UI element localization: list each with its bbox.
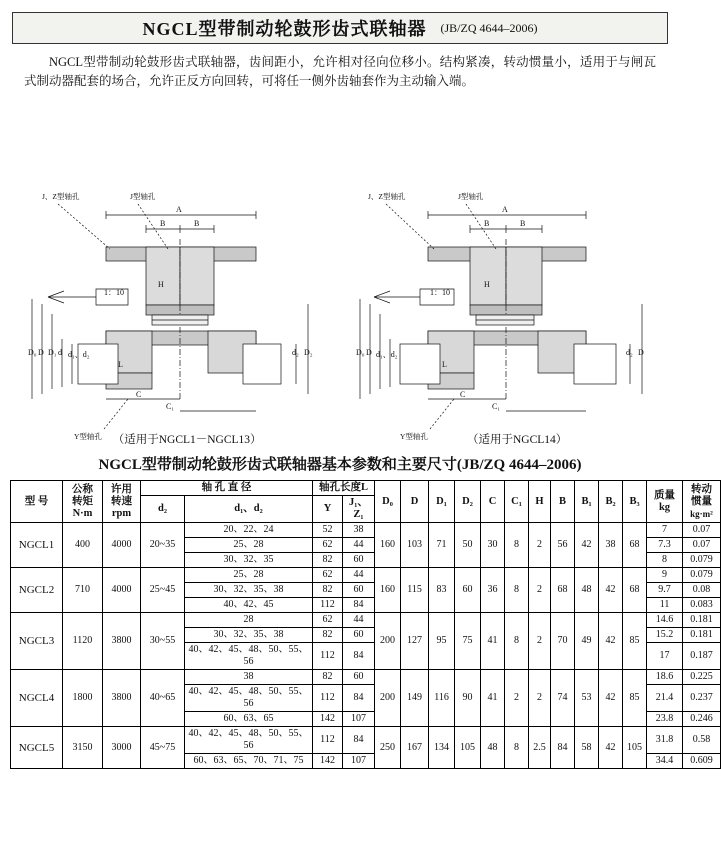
dim-C-left: C: [136, 390, 142, 399]
parameters-tbody: [11, 523, 721, 769]
cell-D2: 50: [455, 523, 481, 568]
th-mass: [647, 481, 683, 523]
dim-d1d2-left: d₁、d₂: [68, 350, 90, 359]
cell-B: 70: [551, 613, 575, 670]
cell-B: 84: [551, 727, 575, 769]
th-C: C: [481, 481, 505, 523]
cell-D1: 95: [429, 613, 455, 670]
cell-len-Y: 82: [313, 583, 343, 598]
cell-D: 103: [401, 523, 429, 568]
label-jz-hole-right: J、Z型轴孔: [368, 192, 406, 201]
cell-dz: 40~65: [141, 670, 185, 727]
cell-dz: 30~55: [141, 613, 185, 670]
th-C1: C₁: [505, 481, 529, 523]
cell-C1: 8: [505, 523, 529, 568]
intro-paragraph: NGCL型带制动轮鼓形齿式联轴器，齿间距小，允许相对径向位移小。结构紧凑，转动惯量小，适用于与闸瓦式制动器配套的场合，允许正反方向回转，可将任一侧外齿轴套作为主动输入端。: [24, 55, 656, 88]
cell-torque: 400: [63, 523, 103, 568]
th-speed: [103, 481, 141, 523]
cell-D1: 134: [429, 727, 455, 769]
caption-right: （适用于NGCL14）: [466, 434, 568, 446]
dim-dz-left: d₂: [292, 348, 299, 357]
cell-mass: 11: [647, 598, 683, 613]
cell-D1: 71: [429, 523, 455, 568]
th-B1: B₁: [575, 481, 599, 523]
cell-mass: 31.8: [647, 727, 683, 754]
th-inertia-l2: 惯量: [691, 495, 713, 507]
th-inertia: [683, 481, 721, 523]
cell-inertia: 0.07: [683, 538, 721, 553]
cell-mass: 9: [647, 568, 683, 583]
table-row: [11, 727, 721, 754]
cell-len-Y: 82: [313, 553, 343, 568]
cell-len-Y: 112: [313, 598, 343, 613]
cell-mass: 17: [647, 643, 683, 670]
dim-D-right: D: [366, 348, 372, 357]
th-D0: D₀: [375, 481, 401, 523]
th-B3: B₃: [623, 481, 647, 523]
cell-B1: 48: [575, 568, 599, 613]
dim-A-right: A: [502, 205, 508, 214]
cell-inertia: 0.246: [683, 712, 721, 727]
cell-torque: 3150: [63, 727, 103, 769]
th-inertia-l3: kg·m²: [690, 508, 713, 519]
cell-B1: 42: [575, 523, 599, 568]
cell-D2: 60: [455, 568, 481, 613]
cell-H: 2: [529, 670, 551, 727]
cell-len-Y: 82: [313, 670, 343, 685]
th-mass-l1: 质量: [654, 489, 676, 501]
dim-B-left-2: B: [194, 219, 200, 228]
th-B: B: [551, 481, 575, 523]
th-inertia-l1: 转动: [691, 483, 713, 495]
cell-len-Y: 52: [313, 523, 343, 538]
th-bore-dz: d₂: [141, 496, 185, 523]
dim-B-right-1: B: [484, 219, 490, 228]
cell-len-JZ: 60: [343, 553, 375, 568]
cell-B1: 53: [575, 670, 599, 727]
cell-model: NGCL2: [11, 568, 63, 613]
dim-C1-left: C₁: [166, 402, 175, 411]
th-D1: D₁: [429, 481, 455, 523]
cell-B: 74: [551, 670, 575, 727]
dim-H-right: H: [484, 280, 490, 289]
dim-L-right: L: [442, 360, 447, 369]
cell-len-Y: 82: [313, 628, 343, 643]
cell-B1: 58: [575, 727, 599, 769]
dim-dz-right: d₂: [626, 348, 633, 357]
cell-B3: 85: [623, 613, 647, 670]
cell-B2: 42: [599, 727, 623, 769]
cell-len-Y: 112: [313, 643, 343, 670]
dim-C1-right: C₁: [492, 402, 501, 411]
table-row: [11, 670, 721, 685]
cell-B: 68: [551, 568, 575, 613]
cell-B2: 42: [599, 613, 623, 670]
th-speed-l3: rpm: [111, 507, 132, 519]
dim-H-left: H: [158, 280, 164, 289]
cell-inertia: 0.187: [683, 643, 721, 670]
cell-len-Y: 112: [313, 685, 343, 712]
cell-inertia: 0.07: [683, 523, 721, 538]
cell-len-JZ: 84: [343, 643, 375, 670]
cell-C1: 8: [505, 613, 529, 670]
cell-mass: 14.6: [647, 613, 683, 628]
dim-B-left-1: B: [160, 219, 166, 228]
label-taper-left: 1：10: [104, 288, 124, 297]
dim-d1d2-right: d₁、d₂: [376, 350, 398, 359]
cell-B2: 38: [599, 523, 623, 568]
cell-torque: 1800: [63, 670, 103, 727]
table-row: [11, 523, 721, 538]
cell-len-JZ: 44: [343, 538, 375, 553]
cell-H: 2: [529, 613, 551, 670]
cell-bore-d: 28: [185, 613, 313, 628]
cell-D0: 200: [375, 670, 401, 727]
cell-D0: 160: [375, 568, 401, 613]
th-bore-d1d2: d₁、d₂: [185, 496, 313, 523]
cell-B1: 49: [575, 613, 599, 670]
dim-L-left: L: [118, 360, 123, 369]
cell-speed: 3000: [103, 727, 141, 769]
th-length-JZ: J₁、Z₁: [343, 496, 375, 523]
cell-B3: 85: [623, 670, 647, 727]
cell-len-JZ: 84: [343, 685, 375, 712]
table-row: [11, 613, 721, 628]
th-speed-l2: 转速: [111, 495, 132, 507]
page-header: [12, 12, 668, 44]
cell-H: 2.5: [529, 727, 551, 769]
label-y-hole-right: Y型轴孔: [400, 432, 428, 441]
cell-dz: 20~35: [141, 523, 185, 568]
cell-speed: 3800: [103, 670, 141, 727]
th-H: H: [529, 481, 551, 523]
cell-D0: 160: [375, 523, 401, 568]
cell-mass: 34.4: [647, 754, 683, 769]
th-B2: B₂: [599, 481, 623, 523]
cell-mass: 21.4: [647, 685, 683, 712]
cell-inertia: 0.225: [683, 670, 721, 685]
cell-len-JZ: 44: [343, 613, 375, 628]
th-torque-l2: 转矩: [72, 495, 93, 507]
label-y-hole-left: Y型轴孔: [74, 432, 102, 441]
th-speed-l1: 许用: [111, 483, 132, 495]
cell-mass: 18.6: [647, 670, 683, 685]
cell-B3: 68: [623, 523, 647, 568]
cell-C: 41: [481, 613, 505, 670]
th-model: 型 号: [11, 481, 63, 523]
cell-bore-d: 60、63、65: [185, 712, 313, 727]
th-torque-l1: 公称: [72, 483, 93, 495]
label-jz-hole-left: J、Z型轴孔: [42, 192, 80, 201]
cell-D2: 90: [455, 670, 481, 727]
cell-model: NGCL1: [11, 523, 63, 568]
cell-len-JZ: 60: [343, 583, 375, 598]
cell-len-JZ: 44: [343, 568, 375, 583]
cell-D1: 116: [429, 670, 455, 727]
drawing-captions: [10, 431, 670, 447]
th-torque: [63, 481, 103, 523]
caption-left: （适用于NGCL1－NGCL13）: [112, 434, 262, 446]
cell-D: 115: [401, 568, 429, 613]
cell-inertia: 0.58: [683, 727, 721, 754]
cell-inertia: 0.08: [683, 583, 721, 598]
cell-bore-d: 25、28: [185, 568, 313, 583]
cell-mass: 9.7: [647, 583, 683, 598]
cell-len-JZ: 38: [343, 523, 375, 538]
cell-C: 41: [481, 670, 505, 727]
cell-D2: 105: [455, 727, 481, 769]
cell-bore-d: 40、42、45: [185, 598, 313, 613]
th-D2: D₂: [455, 481, 481, 523]
cell-speed: 3800: [103, 613, 141, 670]
cell-inertia: 0.079: [683, 568, 721, 583]
cell-model: NGCL5: [11, 727, 63, 769]
cell-model: NGCL3: [11, 613, 63, 670]
table-row: [11, 568, 721, 583]
cell-len-Y: 62: [313, 538, 343, 553]
cell-H: 2: [529, 568, 551, 613]
cell-len-JZ: 60: [343, 670, 375, 685]
cell-len-JZ: 60: [343, 628, 375, 643]
cell-inertia: 0.181: [683, 613, 721, 628]
cell-B2: 42: [599, 670, 623, 727]
cell-bore-d: 25、28: [185, 538, 313, 553]
cell-C1: 8: [505, 727, 529, 769]
th-D: D: [401, 481, 429, 523]
label-taper-right: 1：10: [430, 288, 450, 297]
cell-D: 149: [401, 670, 429, 727]
cell-len-Y: 62: [313, 613, 343, 628]
parameters-table: [10, 480, 721, 769]
cell-inertia: 0.609: [683, 754, 721, 769]
cell-len-Y: 142: [313, 712, 343, 727]
th-mass-l2: kg: [658, 501, 671, 513]
th-length-group: 轴孔长度L: [313, 481, 375, 496]
cell-C1: 2: [505, 670, 529, 727]
th-torque-l3: N·m: [72, 507, 93, 519]
cell-dz: 45~75: [141, 727, 185, 769]
label-j-hole-left: J型轴孔: [130, 192, 156, 201]
cell-inertia: 0.181: [683, 628, 721, 643]
cell-mass: 23.8: [647, 712, 683, 727]
cell-speed: 4000: [103, 523, 141, 568]
dim-C-right: C: [460, 390, 466, 399]
cell-D: 127: [401, 613, 429, 670]
page-title: NGCL型带制动轮鼓形齿式联轴器: [142, 19, 427, 39]
dim-D2-right: D: [638, 348, 644, 357]
cell-bore-d: 40、42、45、48、50、55、56: [185, 685, 313, 712]
cell-dz: 25~45: [141, 568, 185, 613]
cell-speed: 4000: [103, 568, 141, 613]
standard-code: (JB/ZQ 4644–2006): [440, 20, 538, 35]
cell-bore-d: 60、63、65、70、71、75: [185, 754, 313, 769]
cell-C1: 8: [505, 568, 529, 613]
cell-model: NGCL4: [11, 670, 63, 727]
cell-H: 2: [529, 523, 551, 568]
cell-D0: 200: [375, 613, 401, 670]
table-title: NGCL型带制动轮鼓形齿式联轴器基本参数和主要尺寸(JB/ZQ 4644–2006): [98, 457, 582, 473]
cell-C: 36: [481, 568, 505, 613]
cell-bore-d: 30、32、35、38: [185, 583, 313, 598]
cell-bore-d: 20、22、24: [185, 523, 313, 538]
cell-mass: 8: [647, 553, 683, 568]
cell-D: 167: [401, 727, 429, 769]
dim-D0-left: D₀: [28, 348, 37, 357]
cell-mass: 7.3: [647, 538, 683, 553]
cell-len-Y: 112: [313, 727, 343, 754]
dim-D-left: D: [38, 348, 44, 357]
label-j-hole-right: J型轴孔: [458, 192, 484, 201]
cell-B2: 42: [599, 568, 623, 613]
cell-torque: 1120: [63, 613, 103, 670]
cell-B3: 105: [623, 727, 647, 769]
dim-d-left: d: [58, 348, 62, 357]
cell-torque: 710: [63, 568, 103, 613]
cell-D2: 75: [455, 613, 481, 670]
cell-len-JZ: 107: [343, 754, 375, 769]
cell-D0: 250: [375, 727, 401, 769]
cell-bore-d: 40、42、45、48、50、55、56: [185, 643, 313, 670]
cell-inertia: 0.079: [683, 553, 721, 568]
cell-B: 56: [551, 523, 575, 568]
cell-len-JZ: 107: [343, 712, 375, 727]
dim-D0-right: D₀: [356, 348, 365, 357]
cell-C: 48: [481, 727, 505, 769]
cell-inertia: 0.237: [683, 685, 721, 712]
cell-mass: 7: [647, 523, 683, 538]
cell-inertia: 0.083: [683, 598, 721, 613]
cell-mass: 15.2: [647, 628, 683, 643]
th-length-Y: Y: [313, 496, 343, 523]
th-bore-group: 轴 孔 直 径: [141, 481, 313, 496]
dim-D1-left: D₁: [48, 348, 57, 357]
cell-len-JZ: 84: [343, 598, 375, 613]
cell-len-JZ: 84: [343, 727, 375, 754]
cell-bore-d: 30、32、35: [185, 553, 313, 568]
cell-len-Y: 62: [313, 568, 343, 583]
cell-D1: 83: [429, 568, 455, 613]
cell-bore-d: 38: [185, 670, 313, 685]
dim-B-right-2: B: [520, 219, 526, 228]
cell-len-Y: 142: [313, 754, 343, 769]
cell-C: 30: [481, 523, 505, 568]
cell-B3: 68: [623, 568, 647, 613]
cell-bore-d: 30、32、35、38: [185, 628, 313, 643]
cell-bore-d: 40、42、45、48、50、55、56: [185, 727, 313, 754]
dim-A-left: A: [176, 205, 182, 214]
dim-D2-left: D₂: [304, 348, 313, 357]
